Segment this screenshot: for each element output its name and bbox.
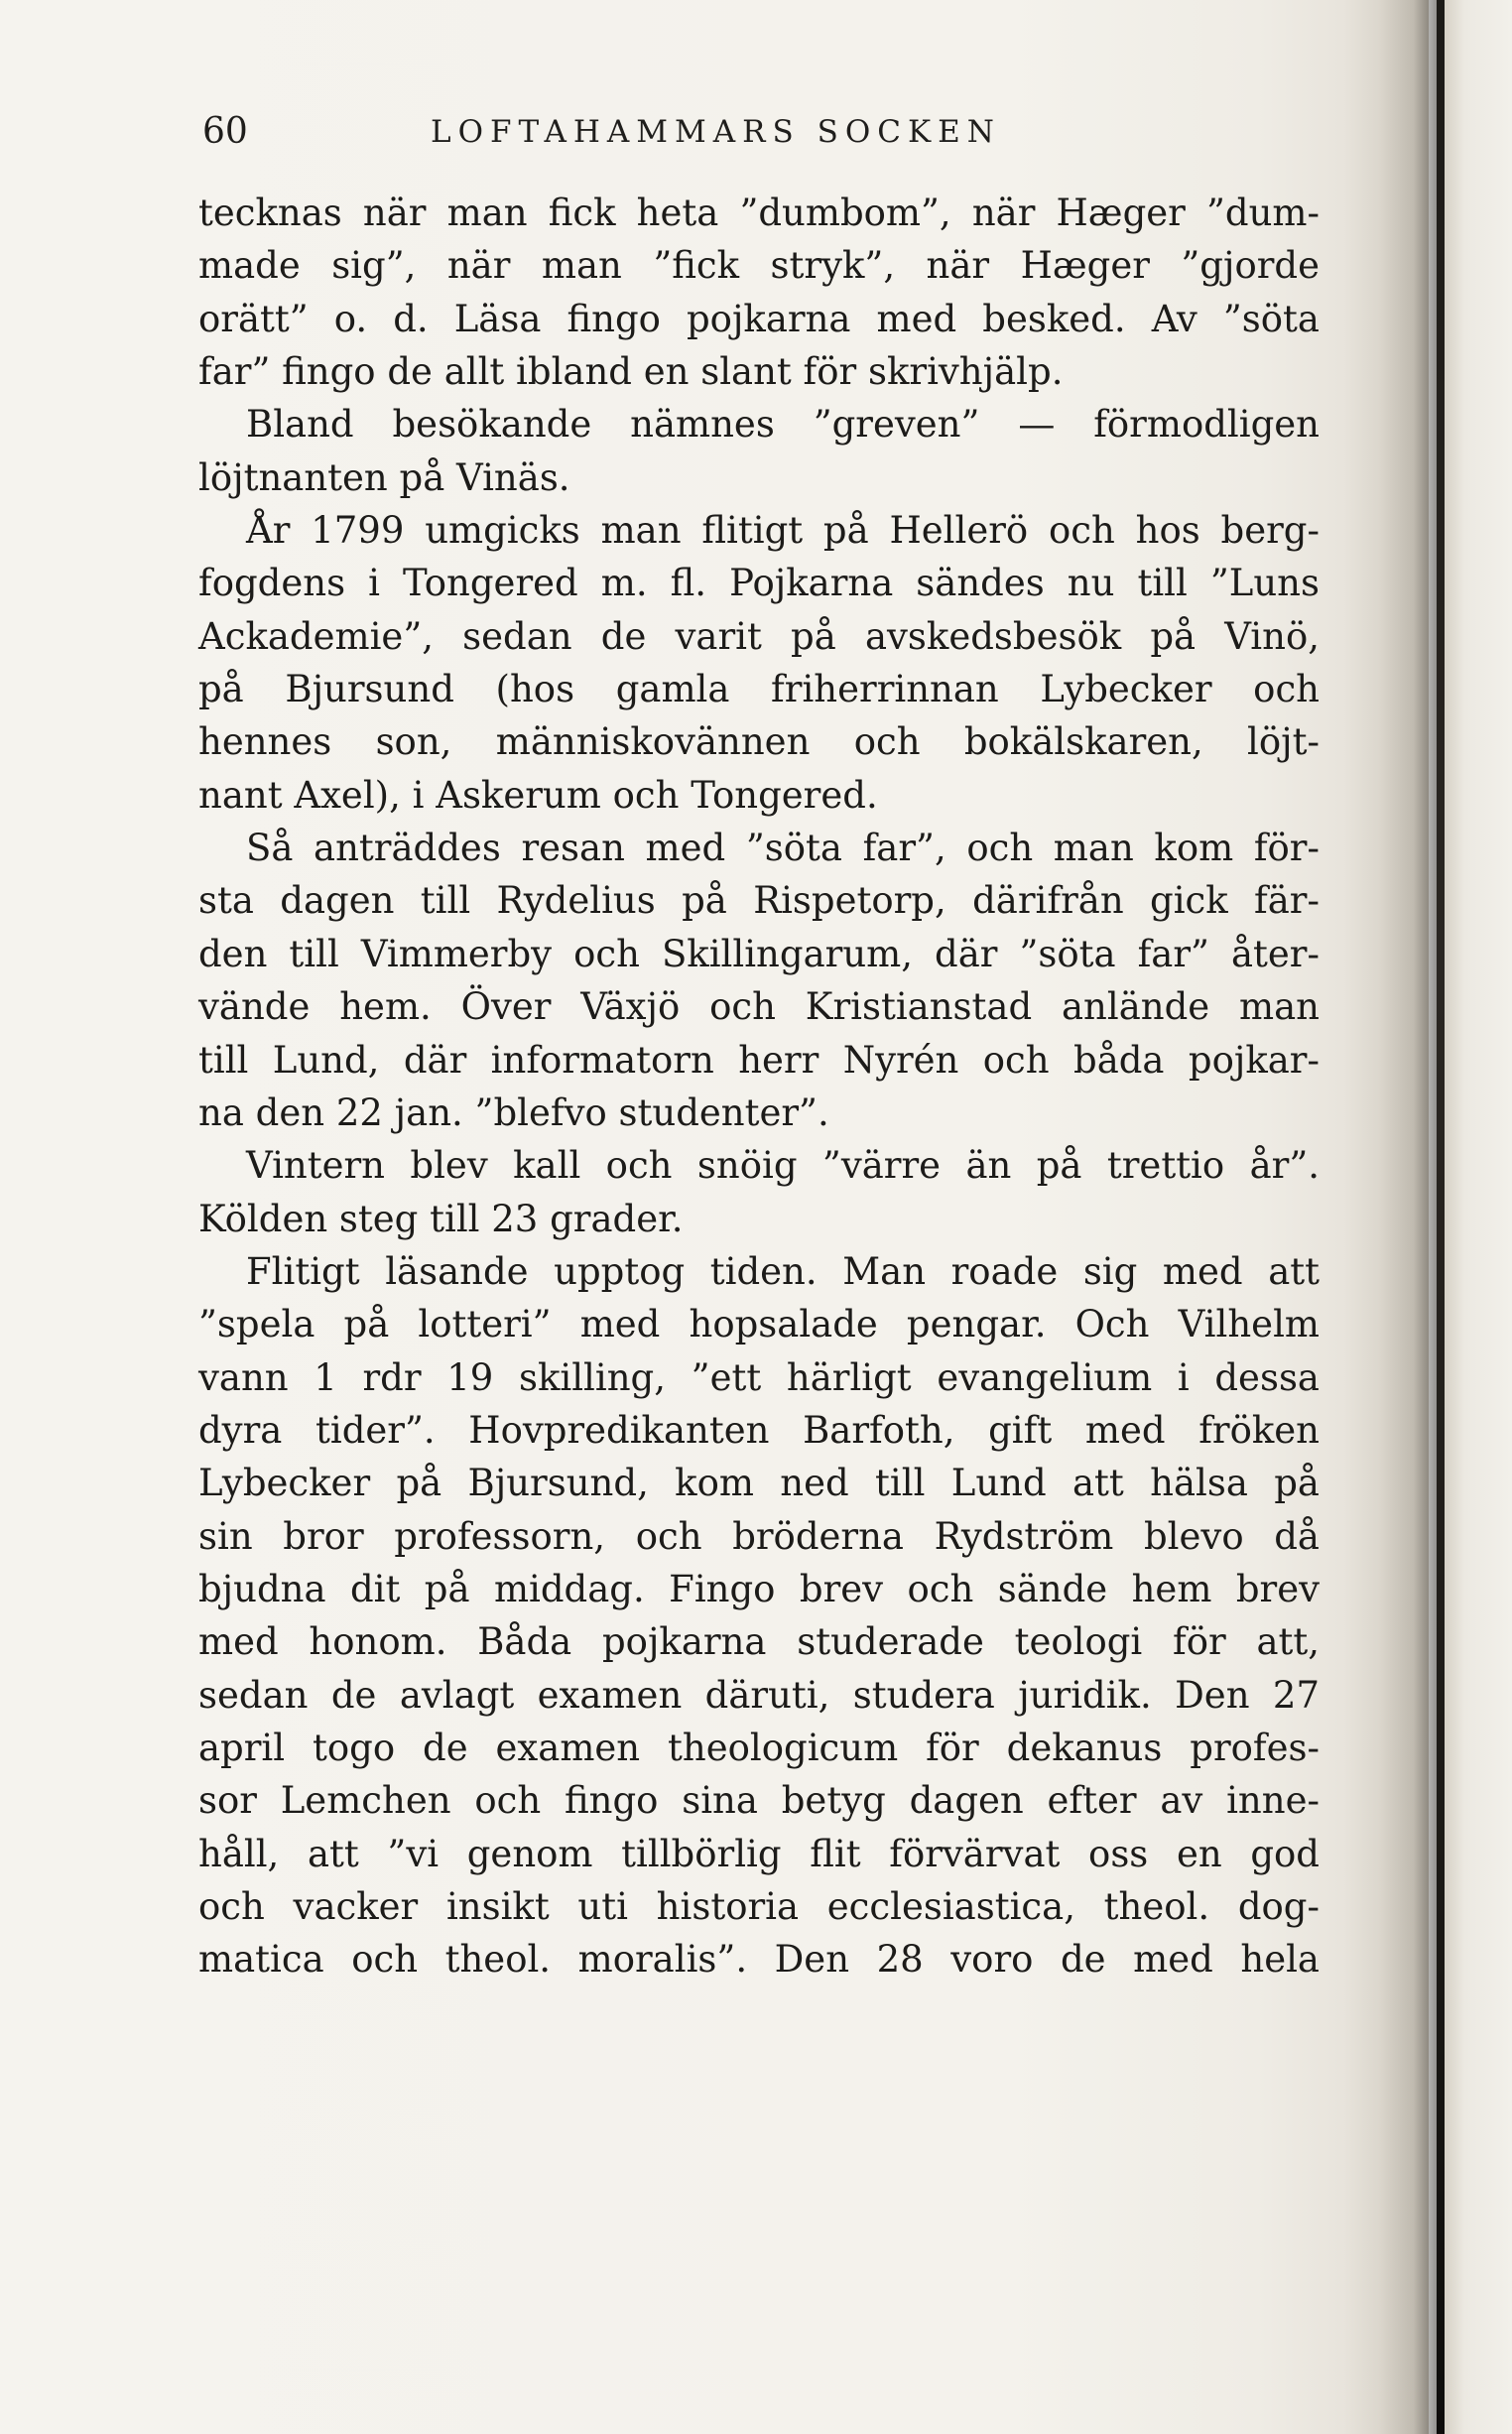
text-line: orätt” o. d. Läsa fingo pojkarna med besked. Av ”söta xyxy=(198,297,1320,340)
text-line: Vintern blev kall och snöig ”värre än på trettio år”. xyxy=(246,1144,1320,1188)
text-line: Ackademie”, sedan de varit på avskedsbesök på Vinö, xyxy=(198,614,1320,658)
text-line: Så anträddes resan med ”söta far”, och man kom för- xyxy=(246,827,1320,870)
text-line: hennes son, människovännen och bokälskaren, löjt- xyxy=(198,720,1320,764)
text-line: na den 22 jan. ”blefvo studenter”. xyxy=(198,1090,829,1134)
page-number: 60 xyxy=(202,111,248,152)
text-line: dyra tider”. Hovpredikanten Barfoth, gift med fröken xyxy=(198,1408,1320,1452)
text-line: vände hem. Över Växjö och Kristianstad anlände man xyxy=(198,985,1320,1029)
text-line: april togo de examen theologicum för dekanus profes- xyxy=(198,1726,1320,1769)
text-line: Kölden steg till 23 grader. xyxy=(198,1197,684,1240)
text-line: År 1799 umgicks man flitigt på Hellerö och hos berg- xyxy=(246,509,1320,553)
text-line: till Lund, där informatorn herr Nyrén och båda pojkar- xyxy=(198,1038,1320,1082)
text-line: vann 1 rdr 19 skilling, ”ett härligt evangelium i dessa xyxy=(198,1355,1320,1399)
text-line: sta dagen till Rydelius på Rispetorp, därifrån gick fär- xyxy=(198,879,1320,923)
text-line: och vacker insikt uti historia ecclesiastica, theol. dog- xyxy=(198,1885,1320,1928)
text-line: tecknas när man fick heta ”dumbom”, när Hæger ”dum- xyxy=(198,192,1320,234)
page-header xyxy=(202,107,1333,157)
text-line: på Bjursund (hos gamla friherrinnan Lybecker och xyxy=(198,668,1320,711)
running-title: LOFTAHAMMARS SOCKEN xyxy=(431,114,1001,150)
text-line: med honom. Båda pojkarna studerade teologi för att, xyxy=(198,1620,1320,1664)
facing-page-edge xyxy=(1445,0,1512,2434)
text-line: ”spela på lotteri” med hopsalade pengar. Och Vilhelm xyxy=(198,1303,1320,1346)
text-line: matica och theol. moralis”. Den 28 voro de med hela xyxy=(198,1938,1320,1982)
text-line: sin bror professorn, och bröderna Rydström blevo då xyxy=(198,1514,1320,1558)
text-line: bjudna dit på middag. Fingo brev och sände hem brev xyxy=(198,1567,1320,1610)
text-line: Bland besökande nämnes ”greven” — förmodligen xyxy=(246,403,1320,447)
text-line: löjtnanten på Vinäs. xyxy=(198,455,570,499)
text-line: sor Lemchen och fingo sina betyg dagen efter av inne- xyxy=(198,1779,1320,1823)
book-spine xyxy=(1437,0,1445,2434)
text-line: håll, att ”vi genom tillbörlig flit förvärvat oss en god xyxy=(198,1832,1320,1875)
text-line: Lybecker på Bjursund, kom ned till Lund att hälsa på xyxy=(198,1462,1320,1505)
body-text xyxy=(198,187,1320,1986)
text-line: den till Vimmerby och Skillingarum, där ”söta far” åter- xyxy=(198,932,1320,975)
text-line: made sig”, när man ”fick stryk”, när Hæger ”gjorde xyxy=(198,244,1320,288)
text-line: fogdens i Tongered m. fl. Pojkarna sändes nu till ”Luns xyxy=(198,562,1320,605)
text-line: nant Axel), i Askerum och Tongered. xyxy=(198,773,878,817)
text-line: far” fingo de allt ibland en slant för skrivhjälp. xyxy=(198,350,1064,394)
text-line: Flitigt läsande upptog tiden. Man roade sig med att xyxy=(246,1249,1320,1293)
text-line: sedan de avlagt examen däruti, studera juridik. Den 27 xyxy=(198,1673,1320,1717)
